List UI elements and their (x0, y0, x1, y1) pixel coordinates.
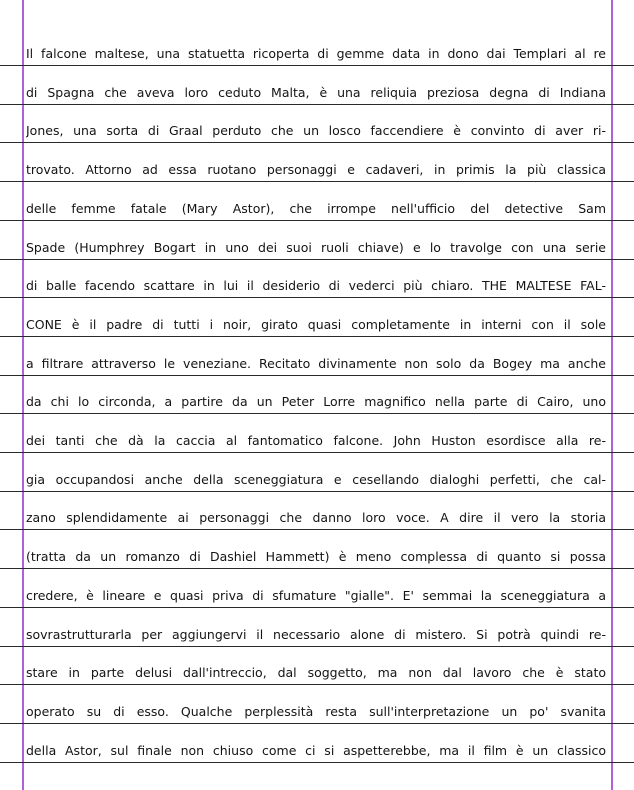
ruled-line (0, 259, 634, 260)
text-line: operato su di esso. Qualche perplessità resta sull'interpretazione un po' svanita (26, 704, 606, 719)
text-line: credere, è lineare e quasi priva di sfumature "gialle". E' semmai la sceneggiatura a (26, 588, 606, 603)
text-line: Jones, una sorta di Graal perduto che un losco faccendiere è convinto di aver ri- (26, 123, 606, 138)
ruled-line (0, 684, 634, 685)
ruled-line (0, 568, 634, 569)
ruled-line (0, 375, 634, 376)
ruled-line (0, 413, 634, 414)
text-line: sovrastrutturarla per aggiungervi il necessario alone di mistero. Si potrà quindi re- (26, 627, 606, 642)
ruled-line (0, 104, 634, 105)
ruled-line (0, 336, 634, 337)
ruled-line (0, 762, 634, 763)
ruled-line (0, 646, 634, 647)
ruled-line (0, 220, 634, 221)
text-line: gia occupandosi anche della sceneggiatura e cesellando dialoghi perfetti, che cal- (26, 472, 606, 487)
text-line: da chi lo circonda, a partire da un Peter Lorre magnifico nella parte di Cairo, uno (26, 394, 606, 409)
left-margin-line (22, 0, 24, 790)
ruled-line (0, 607, 634, 608)
ruled-line (0, 452, 634, 453)
text-line: dei tanti che dà la caccia al fantomatico falcone. John Huston esordisce alla re- (26, 433, 606, 448)
text-line: di balle facendo scattare in lui il desiderio di vederci più chiaro. THE MALTESE FAL- (26, 278, 606, 293)
ruled-line (0, 142, 634, 143)
ruled-line (0, 723, 634, 724)
text-line: di Spagna che aveva loro ceduto Malta, è una reliquia preziosa degna di Indiana (26, 85, 606, 100)
text-line: a filtrare attraverso le veneziane. Recitato divinamente non solo da Bogey ma anche (26, 356, 606, 371)
ruled-line (0, 65, 634, 66)
ruled-line (0, 491, 634, 492)
ruled-line (0, 181, 634, 182)
right-margin-line (611, 0, 613, 790)
text-line: (tratta da un romanzo di Dashiel Hammett) è meno complessa di quanto si possa (26, 549, 606, 564)
text-line: della Astor, sul finale non chiuso come ci si aspetterebbe, ma il film è un classico (26, 743, 606, 758)
ruled-line (0, 529, 634, 530)
text-line: CONE è il padre di tutti i noir, girato quasi completamente in interni con il sole (26, 317, 606, 332)
text-line: trovato. Attorno ad essa ruotano personaggi e cadaveri, in primis la più classica (26, 162, 606, 177)
text-line: Spade (Humphrey Bogart in uno dei suoi ruoli chiave) e lo travolge con una serie (26, 240, 606, 255)
text-line: stare in parte delusi dall'intreccio, dal soggetto, ma non dal lavoro che è stato (26, 665, 606, 680)
text-line: Il falcone maltese, una statuetta ricoperta di gemme data in dono dai Templari al re (26, 46, 606, 61)
text-line: zano splendidamente ai personaggi che danno loro voce. A dire il vero la storia (26, 510, 606, 525)
text-line: delle femme fatale (Mary Astor), che irrompe nell'ufficio del detective Sam (26, 201, 606, 216)
ruled-line (0, 297, 634, 298)
